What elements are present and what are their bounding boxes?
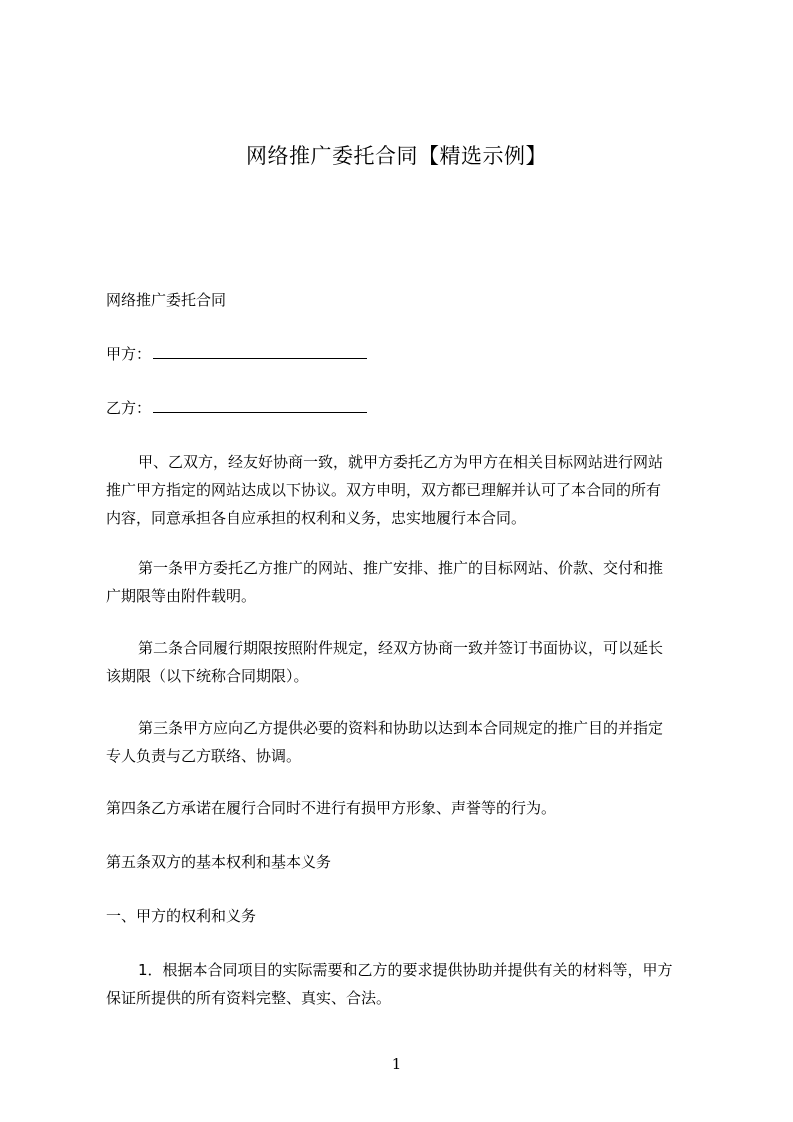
item-1-line: 1．根据本合同项目的实际需要和乙方的要求提供协助并提供有关的材料等，甲方 [138,961,673,979]
intro-line: 内容，同意承担各自应承担的权利和义务，忠实地履行本合同。 [106,509,527,527]
item-1-line: 保证所提供的所有资料完整、真实、合法。 [106,989,392,1007]
article-5-paragraph [106,848,704,876]
contract-heading-text: 网络推广委托合同 [106,291,227,309]
article-4-paragraph [106,794,704,822]
party-a-field [106,340,704,368]
party-b-label: 乙方： [106,399,152,417]
article-2-line: 第二条合同履行期限按照附件规定，经双方协商一致并签订书面协议，可以延长 [138,639,664,657]
intro-paragraph [106,448,704,532]
party-b-blank [153,395,367,413]
article-5-line: 第五条双方的基本权利和基本义务 [106,853,332,871]
intro-line: 甲、乙双方，经友好协商一致，就甲方委托乙方为甲方在相关目标网站进行网站 [138,453,664,471]
article-1-line: 广期限等由附件载明。 [106,587,257,605]
party-a-label: 甲方： [106,345,152,363]
article-3-paragraph [106,714,704,770]
section-1-heading [106,902,704,930]
party-a-blank [153,341,367,359]
article-1-line: 第一条甲方委托乙方推广的网站、推广安排、推广的目标网站、价款、交付和推 [138,559,664,577]
intro-line: 推广甲方指定的网站达成以下协议。双方申明，双方都已理解并认可了本合同的所有 [106,481,662,499]
page-number: 1 [391,1055,402,1073]
article-3-line: 第三条甲方应向乙方提供必要的资料和协助以达到本合同规定的推广目的并指定 [138,719,664,737]
article-3-line: 专人负责与乙方联络、协调。 [106,747,302,765]
contract-heading [106,286,704,314]
item-1-paragraph [106,956,704,1012]
party-b-field [106,394,704,422]
article-2-line: 该期限（以下统称合同期限）。 [106,667,309,685]
article-4-line: 第四条乙方承诺在履行合同时不进行有损甲方形象、声誉等的行为。 [106,799,557,817]
article-1-paragraph [106,554,704,610]
section-1-line: 一、甲方的权利和义务 [106,907,257,925]
document-title: 网络推广委托合同【精选示例】 [246,144,547,168]
article-2-paragraph [106,634,704,690]
